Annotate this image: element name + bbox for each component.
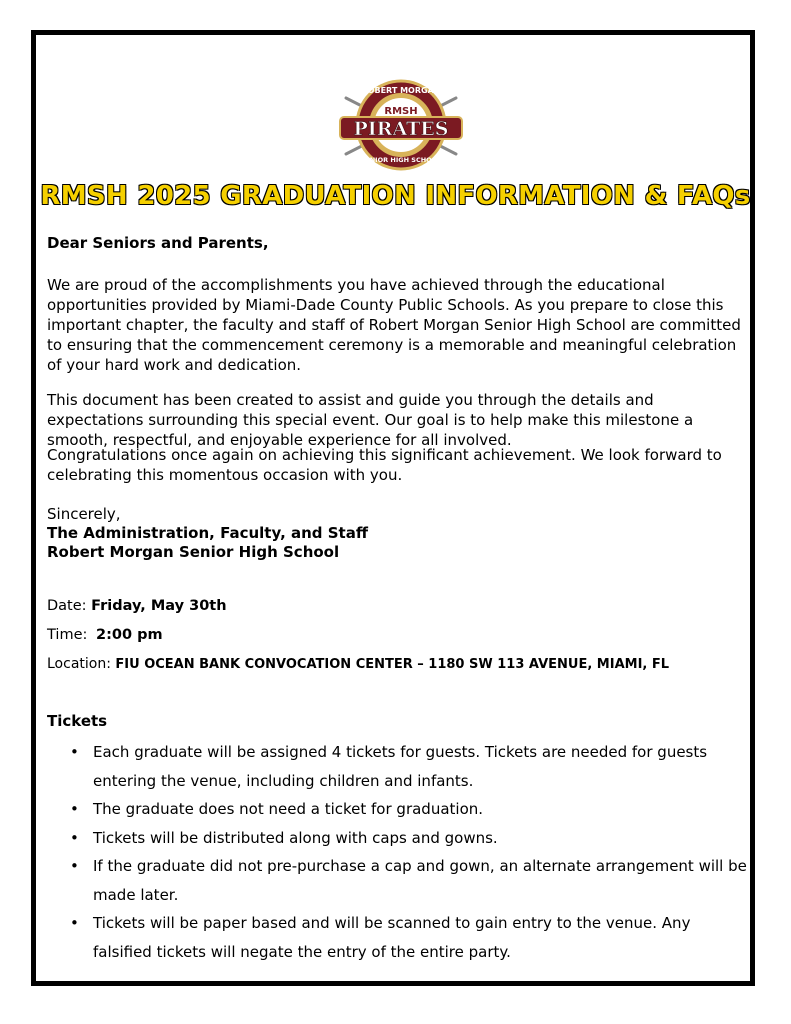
tickets-heading: Tickets	[47, 712, 108, 730]
signature-line-1: The Administration, Faculty, and Staff	[47, 524, 368, 542]
location-value: FIU OCEAN BANK CONVOCATION CENTER – 1180 SW 113 AVENUE, MIAMI, FL	[115, 657, 670, 672]
event-date	[47, 598, 227, 614]
list-item: • Each graduate will be assigned 4 tickets for guests. Tickets are needed for guests entering the venue, including children and infants.	[47, 738, 753, 795]
logo-center-text: RMSH	[384, 106, 418, 117]
date-label: Date:	[47, 598, 87, 614]
event-location	[47, 656, 669, 672]
greeting: Dear Seniors and Parents,	[47, 234, 269, 252]
school-logo	[338, 76, 464, 174]
list-item: • Tickets will be distributed along with caps and gowns.	[47, 824, 753, 853]
location-label: Location:	[47, 656, 111, 672]
time-label: Time:	[47, 627, 88, 643]
list-item: • If the graduate did not pre-purchase a cap and gown, an alternate arrangement will be made later.	[47, 852, 753, 909]
tickets-list	[47, 738, 753, 966]
intro-paragraph: We are proud of the accomplishments you have achieved through the educational opportunities provided by Miami-Dade County Public Schools. As you prepare to close this important chapter, the faculty and staff of Robert Morgan Senior High School are committed to ensuring that the commencement ceremony is a memorable and meaningful celebration of your hard work and dedication.	[47, 276, 741, 374]
logo-bottom-text: SENIOR HIGH SCHOOL	[360, 156, 442, 164]
congratulations-paragraph: Congratulations once again on achieving this significant achievement. We look forward to celebrating this momentous occasion with you.	[47, 446, 722, 484]
time-value: 2:00 pm	[95, 627, 163, 643]
closing: Sincerely,	[47, 505, 121, 523]
purpose-paragraph: This document has been created to assist and guide you through the details and expectations surrounding this special event. Our goal is to help make this milestone a smooth, respectful, and enjoyable experience for all involved.	[47, 391, 694, 449]
event-time	[47, 627, 163, 643]
date-value: Friday, May 30th	[91, 598, 227, 614]
list-item: • Tickets will be paper based and will be scanned to gain entry to the venue. Any falsified tickets will negate the entry of the entire party.	[47, 909, 753, 966]
logo-top-text: ROBERT MORGAN	[361, 86, 441, 95]
list-item: • The graduate does not need a ticket for graduation.	[47, 795, 753, 824]
page-title: RMSH 2025 GRADUATION INFORMATION & FAQs	[40, 181, 751, 211]
logo-banner-text: PIRATES	[353, 118, 449, 140]
signature-line-2: Robert Morgan Senior High School	[47, 543, 340, 561]
